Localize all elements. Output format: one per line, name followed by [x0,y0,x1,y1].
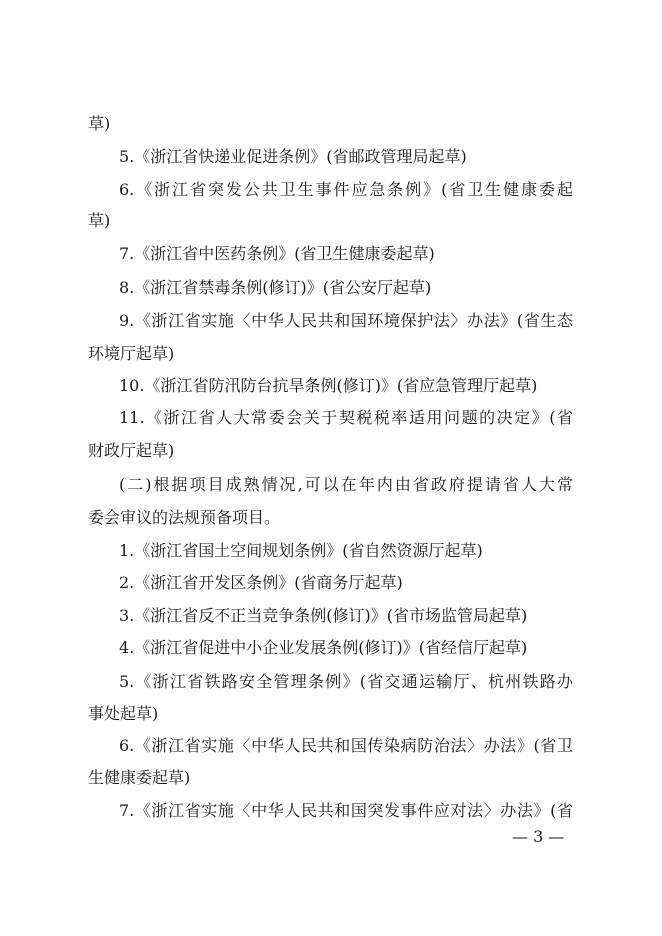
text-line: 11.《浙江省人大常委会关于契税税率适用问题的决定》(省 [119,408,573,427]
text-line: 2.《浙江省开发区条例》(省商务厅起草) [119,573,403,592]
text-line: 5.《浙江省铁路安全管理条例》(省交通运输厅、杭州铁路办 [119,672,573,691]
text-line: 7.《浙江省中医药条例》(省卫生健康委起草) [119,244,435,263]
text-line: (二)根据项目成熟情况,可以在年内由省政府提请省人大常 [119,475,573,494]
text-line: 财政厅起草) [88,441,175,460]
text-line: 7.《浙江省实施〈中华人民共和国突发事件应对法〉办法》(省 [119,801,573,820]
text-line: 9.《浙江省实施〈中华人民共和国环境保护法〉办法》(省生态 [119,311,573,330]
page-number: — 3 — [512,827,565,846]
text-line: 6.《浙江省实施〈中华人民共和国传染病防治法〉办法》(省卫 [119,736,573,755]
text-line: 生健康委起草) [88,768,191,787]
text-line: 3.《浙江省反不正当竞争条例(修订)》(省市场监管局起草) [119,606,528,625]
text-line: 5.《浙江省快递业促进条例》(省邮政管理局起草) [119,147,467,166]
text-line: 草) [88,211,111,230]
text-line: 4.《浙江省促进中小企业发展条例(修订)》(省经信厅起草) [119,638,528,657]
text-line: 事处起草) [88,704,159,723]
text-line: 环境厅起草) [88,344,175,363]
text-line: 委会审议的法规预备项目。 [88,508,281,527]
text-line: 6.《浙江省突发公共卫生事件应急条例》(省卫生健康委起 [119,180,573,199]
text-line: 草) [88,114,111,133]
text-line: 8.《浙江省禁毒条例(修订)》(省公安厅起草) [119,278,432,297]
text-line: 1.《浙江省国土空间规划条例》(省自然资源厅起草) [119,541,483,560]
text-line: 10.《浙江省防汛防台抗旱条例(修订)》(省应急管理厅起草) [119,376,538,395]
